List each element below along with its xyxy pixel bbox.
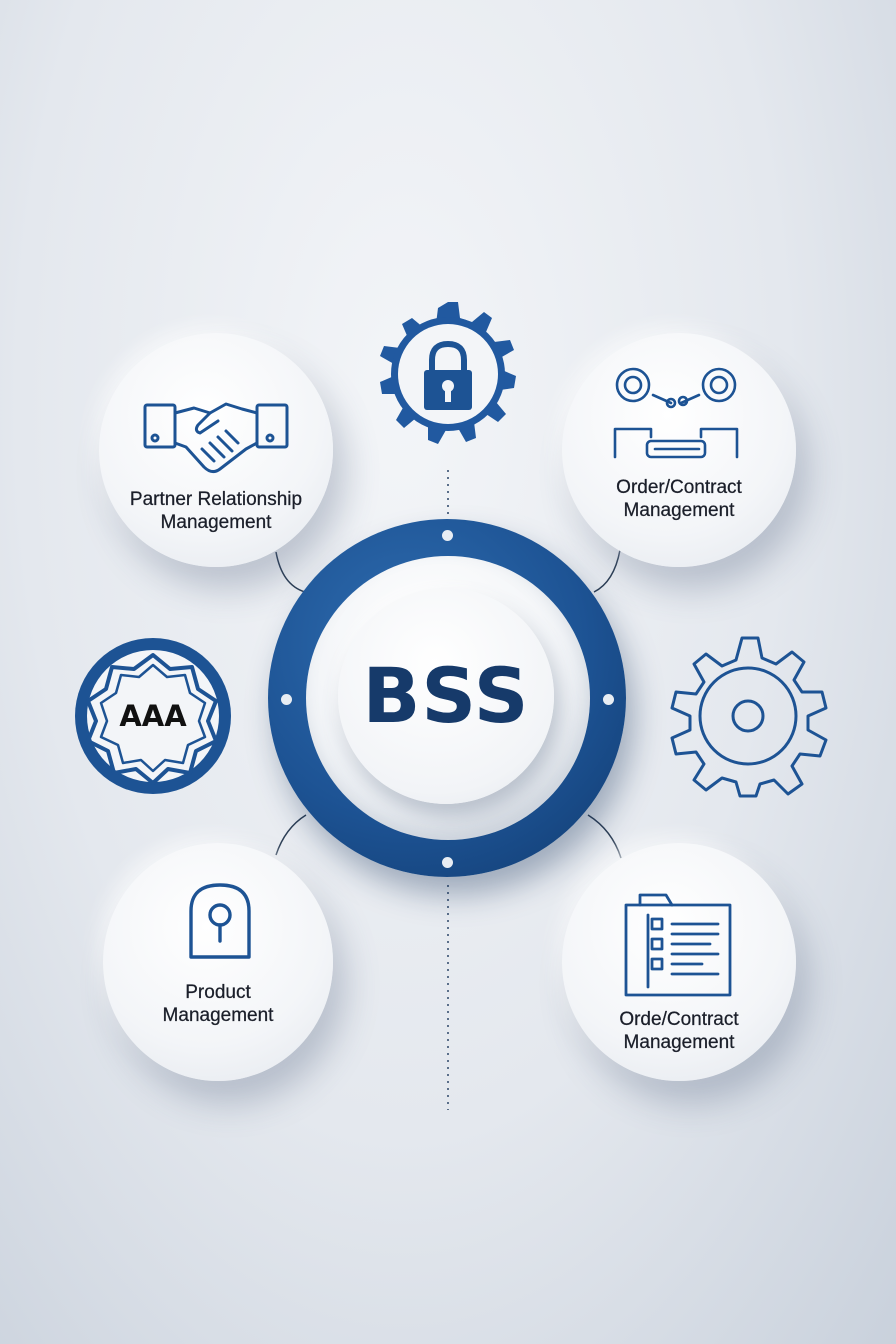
handshake-icon — [142, 391, 290, 481]
product-label-line-1: Product — [185, 982, 251, 1003]
aaa-badge[interactable] — [74, 637, 232, 795]
partner-label-line-1: Partner Relationship — [129, 489, 303, 510]
hub-dot-left — [281, 694, 292, 705]
product-label-line-2: Management — [162, 1005, 274, 1026]
keyhole-icon — [185, 881, 255, 965]
order-contract-top-node[interactable] — [562, 333, 796, 567]
gear-icon[interactable] — [664, 634, 836, 798]
order-exchange-icon — [611, 363, 741, 463]
bss-center-node[interactable] — [338, 588, 554, 804]
order-top-label-line-2: Management — [623, 500, 735, 521]
order-top-label-line-1: Order/Contract — [616, 477, 742, 498]
product-management-node[interactable] — [103, 843, 333, 1081]
hub-dot-right — [603, 694, 614, 705]
bss-title: BSS — [362, 651, 530, 740]
order-bottom-label-line-1: Orde/Contract — [619, 1009, 739, 1030]
order-bottom-label-line-2: Management — [623, 1032, 735, 1053]
order-contract-bottom-node[interactable] — [562, 843, 796, 1081]
document-checklist-icon — [622, 891, 734, 999]
hub-dot-bottom — [442, 857, 453, 868]
partner-label-line-2: Management — [160, 512, 272, 533]
gear-lock-icon[interactable] — [366, 298, 530, 468]
aaa-label: AAA — [119, 699, 187, 733]
partner-relationship-node[interactable] — [99, 333, 333, 567]
hub-dot-top — [442, 530, 453, 541]
